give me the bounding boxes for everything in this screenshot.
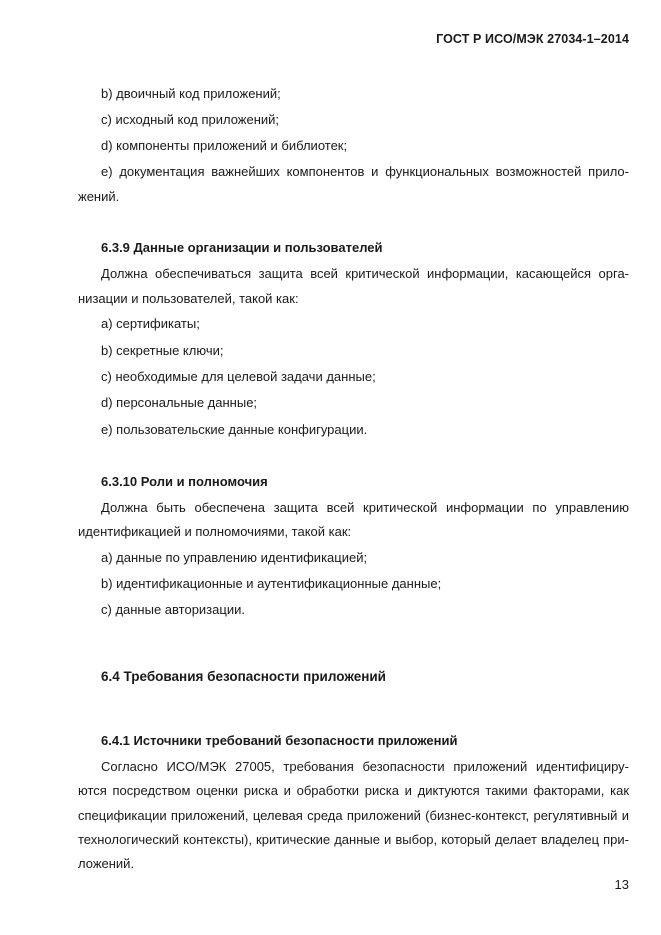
- list-item: d) компоненты приложений и библиотек;: [101, 138, 348, 153]
- paragraph-line: Согласно ИСО/МЭК 27005, требования безопасности приложений идентифициру-: [101, 759, 629, 774]
- section-heading: 6.3.10 Роли и полномочия: [101, 474, 268, 489]
- list-item: d) персональные данные;: [101, 395, 258, 410]
- section-heading: 6.4.1 Источники требований безопасности приложений: [101, 733, 458, 748]
- paragraph-line: технологический контексты), критические данные и выбор, который делает владелец при-: [78, 832, 629, 847]
- list-item: c) необходимые для целевой задачи данные;: [101, 369, 376, 384]
- paragraph-line: спецификации приложений, целевая среда приложений (бизнес-контекст, регулятивный и: [78, 808, 629, 823]
- paragraph-line: ются посредством оценки риска и обработки риска и диктуются такими факторами, как: [78, 783, 629, 798]
- paragraph-line: Должна обеспечиваться защита всей критической информации, касающейся орга-: [101, 266, 629, 281]
- list-item: c) данные авторизации.: [101, 602, 245, 617]
- list-item: a) данные по управлению идентификацией;: [101, 550, 368, 565]
- list-item: b) секретные ключи;: [101, 343, 224, 358]
- list-item: b) двоичный код приложений;: [101, 86, 281, 101]
- list-item: a) сертификаты;: [101, 316, 200, 331]
- document-code-header: ГОСТ Р ИСО/МЭК 27034-1–2014: [436, 32, 629, 46]
- list-item: e) пользовательские данные конфигурации.: [101, 422, 368, 437]
- paragraph-line: ложений.: [78, 856, 135, 871]
- section-heading: 6.4 Требования безопасности приложений: [101, 669, 386, 684]
- list-item: c) исходный код приложений;: [101, 112, 280, 127]
- list-item-continuation: жений.: [78, 189, 120, 204]
- paragraph-line: низации и пользователей, такой как:: [78, 291, 299, 306]
- paragraph-line: идентификацией и полномочиями, такой как:: [78, 524, 352, 539]
- list-item: b) идентификационные и аутентификационные данные;: [101, 576, 442, 591]
- section-heading: 6.3.9 Данные организации и пользователей: [101, 240, 383, 255]
- list-item: е) документация важнейших компонентов и функциональных возможностей прило-: [101, 164, 629, 179]
- paragraph-line: Должна быть обеспечена защита всей критической информации по управлению: [101, 500, 629, 515]
- page-number: 13: [614, 877, 629, 892]
